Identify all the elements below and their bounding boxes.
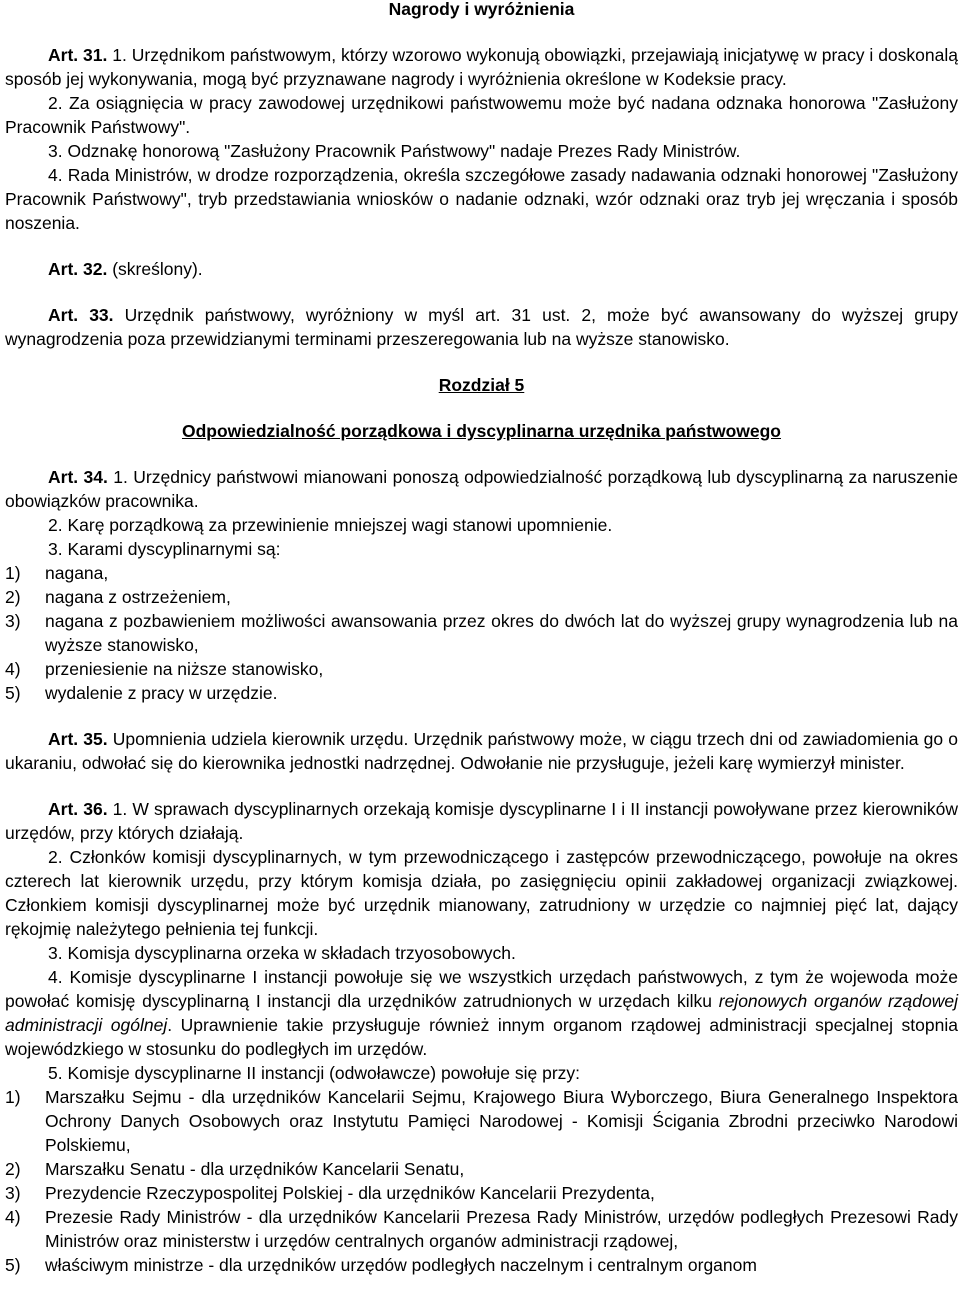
art33-label: Art. 33. — [48, 305, 114, 325]
art34-penalty-list — [5, 561, 958, 705]
list-item-text: Prezesie Rady Ministrów - dla urzędników Kancelarii Prezesa Rady Ministrów, urzędów podległych Prezesowi Rady Ministrów oraz ministerstw i urzędów centralnych organów administracji rządowej, — [45, 1207, 958, 1251]
chapter-title — [5, 419, 958, 443]
list-item-number: 5) — [5, 1255, 21, 1275]
art34-label: Art. 34. — [48, 467, 108, 487]
art31-paragraph-3: 3. Odznakę honorową "Zasłużony Pracownik Państwowy" nadaje Prezes Rady Ministrów. — [48, 141, 741, 161]
list-item — [5, 681, 958, 705]
list-item-number: 5) — [5, 683, 21, 703]
list-item — [5, 609, 958, 657]
list-item — [5, 561, 958, 585]
art32-text: (skreślony). — [112, 259, 203, 279]
art35-text: Upomnienia udziela kierownik urzędu. Urzędnik państwowy może, w ciągu trzech dni od zawiadomienia go o ukaraniu, odwołać się do kierownika jednostki nadrzędnej. Odwołanie nie przysługuje, jeżeli karę wymierzył minister. — [5, 729, 958, 773]
art36-p4-end: . Uprawnienie takie przysługuje również innym organom rządowej administracji specjalnej stopnia wojewódzkiego w stosunku do podległych im urzędów. — [5, 1015, 958, 1059]
art36-p4-start: 4. Komisje dyscyplinarne I instancji powołuje się we wszystkich urzędach państwowych, z tym że wojewoda może powołać komisję dyscyplinarną I instancji dla urzędników zatrudnionych w urzędach kilku — [5, 967, 958, 1011]
list-item — [5, 585, 958, 609]
list-item — [5, 657, 958, 681]
art34-paragraph-1 — [5, 465, 958, 513]
art34-p1-text: Urzędnicy państwowi mianowani ponoszą odpowiedzialność porządkową lub dyscyplinarną za naruszenie obowiązków pracownika. — [5, 467, 958, 511]
art36-paragraph-2: 2. Członków komisji dyscyplinarnych, w tym przewodniczącego i zastępców przewodniczącego, powołuje na okres czterech lat kierownik urzędu, przy którym komisja działa, po zasięgnięciu opinii zakładowej organizacji związkowej. Członkiem komisji dyscyplinarnej może być urzędnik mianowany, zatrudniony w urzędzie co najmniej pięć lat, dający rękojmię należytego pełnienia tej funkcji. — [5, 847, 958, 939]
art31-paragraph-1 — [5, 43, 958, 91]
art34-paragraph-3: 3. Karami dyscyplinarnymi są: — [48, 539, 281, 559]
section-title: Nagrody i wyróżnienia — [388, 0, 575, 19]
list-item-text: Marszałku Senatu - dla urzędników Kancelarii Senatu, — [45, 1159, 465, 1179]
art36-p4-italic: rejonowych organów rządowej administracji ogólnej — [5, 991, 959, 1035]
list-item-text: wydalenie z pracy w urzędzie. — [45, 683, 278, 703]
art35-paragraph — [5, 727, 958, 775]
art36-paragraph-1 — [5, 797, 958, 845]
list-item-number: 3) — [5, 1183, 21, 1203]
document-page — [5, 0, 958, 1277]
list-item-number: 4) — [5, 1207, 21, 1227]
art31-paragraph-4: 4. Rada Ministrów, w drodze rozporządzenia, określa szczegółowe zasady nadawania odznaki honorowej "Zasłużony Pracownik Państwowy", tryb przedstawiania wniosków o nadanie odznaki, wzór odznaki oraz tryb jej wręczania i sposób noszenia. — [5, 165, 958, 233]
art31-p1-num: 1. — [112, 45, 127, 65]
list-item-text: przeniesienie na niższe stanowisko, — [45, 659, 324, 679]
list-item-number: 2) — [5, 587, 21, 607]
art34-p1-num: 1. — [113, 467, 128, 487]
chapter-number — [5, 373, 958, 397]
art31-p1-text: Urzędnikom państwowym, którzy wzorowo wykonują obowiązki, przejawiają inicjatywę w pracy i doskonalą sposób jej wykonywania, mogą być przyznawane nagrody i wyróżnienia określone w Kodeksie pracy. — [5, 45, 958, 89]
art32-label: Art. 32. — [48, 259, 108, 279]
chapter-title-text: Odpowiedzialność porządkowa i dyscyplinarna urzędnika państwowego — [181, 421, 781, 441]
list-item-text: Marszałku Sejmu - dla urzędników Kancelarii Sejmu, Krajowego Biura Wyborczego, Biura Generalnego Inspektora Ochrony Danych Osobowych oraz Instytutu Pamięci Narodowej - Komisji Ścigania Zbrodni przeciwko Narodowi Polskiemu, — [45, 1087, 958, 1155]
list-item-text: Prezydencie Rzeczypospolitej Polskiej - dla urzędników Kancelarii Prezydenta, — [45, 1183, 655, 1203]
art36-p1-num: 1. — [112, 799, 128, 819]
art32-paragraph — [5, 257, 958, 281]
art34-paragraph-2: 2. Karę porządkową za przewinienie mniejszej wagi stanowi upomnienie. — [48, 515, 613, 535]
art36-label: Art. 36. — [48, 799, 108, 819]
list-item — [5, 1181, 958, 1205]
list-item-text: nagana, — [45, 563, 109, 583]
list-item-text: nagana z ostrzeżeniem, — [45, 587, 231, 607]
list-item-number: 4) — [5, 659, 21, 679]
art36-commission-list — [5, 1085, 958, 1277]
list-item — [5, 1157, 958, 1181]
art36-p1-text: W sprawach dyscyplinarnych orzekają komisje dyscyplinarne I i II instancji powoływane przez kierowników urzędów, przy których działają. — [5, 799, 958, 843]
list-item-number: 1) — [5, 1087, 21, 1107]
art31-label: Art. 31. — [48, 45, 108, 65]
art35-label: Art. 35. — [48, 729, 108, 749]
list-item-text: właściwym ministrze - dla urzędników urzędów podległych naczelnym i centralnym organom — [45, 1255, 757, 1275]
list-item — [5, 1253, 958, 1277]
list-item — [5, 1085, 958, 1157]
art31-paragraph-2: 2. Za osiągnięcia w pracy zawodowej urzędnikowi państwowemu może być nadana odznaka honorowa "Zasłużony Pracownik Państwowy". — [5, 93, 958, 137]
list-item-number: 1) — [5, 563, 21, 583]
art36-paragraph-4 — [5, 965, 958, 1061]
chapter-number-text: Rozdział 5 — [438, 375, 525, 395]
list-item-text: nagana z pozbawieniem możliwości awansowania przez okres do dwóch lat do wyższej grupy wynagrodzenia lub na wyższe stanowisko, — [45, 611, 958, 655]
art33-paragraph — [5, 303, 958, 351]
list-item-number: 2) — [5, 1159, 21, 1179]
list-item-number: 3) — [5, 611, 21, 631]
art36-paragraph-5: 5. Komisje dyscyplinarne II instancji (odwoławcze) powołuje się przy: — [48, 1063, 581, 1083]
list-item — [5, 1205, 958, 1253]
art33-text: Urzędnik państwowy, wyróżniony w myśl art. 31 ust. 2, może być awansowany do wyższej grupy wynagrodzenia poza przewidzianymi terminami przeszeregowania lub na wyższe stanowisko. — [5, 305, 958, 349]
art36-paragraph-3: 3. Komisja dyscyplinarna orzeka w składach trzyosobowych. — [48, 943, 516, 963]
